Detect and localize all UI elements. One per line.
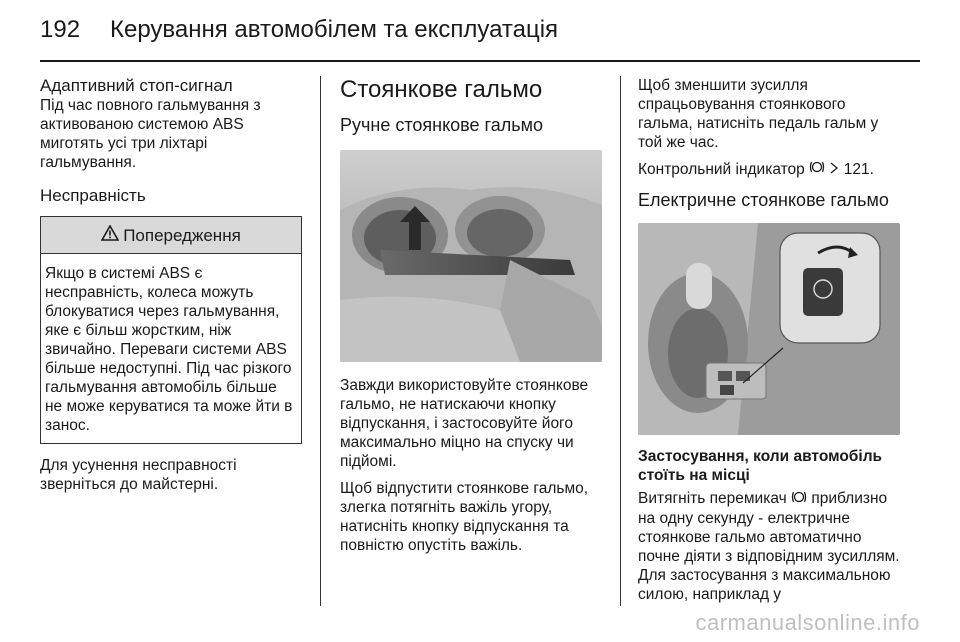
manual-parking-brake-release-text: Щоб відпустити стоянкове гальмо, злегка потягніть важіль угору, натисніть кнопку відпускання та повністю опустіть важіль. xyxy=(340,480,589,554)
column-divider-2 xyxy=(620,76,621,606)
indicator-page-ref: 121. xyxy=(843,161,874,178)
indicator-prefix: Контрольний індикатор xyxy=(638,161,805,178)
malfunction-service-text: Для усунення несправності зверніться до майстерні. xyxy=(40,457,237,493)
indicator-line xyxy=(638,160,900,179)
reference-arrow-icon xyxy=(829,160,839,179)
adaptive-brake-light-heading: Адаптивний стоп-сигнал xyxy=(40,76,233,95)
warning-triangle-icon xyxy=(101,225,119,245)
page-number: 192 xyxy=(40,16,81,43)
malfunction-heading: Несправність xyxy=(40,186,146,205)
column-divider-1 xyxy=(320,76,321,606)
parking-brake-switch-icon xyxy=(791,490,807,509)
column-1 xyxy=(40,76,302,502)
applying-stationary-text xyxy=(638,489,900,603)
column-2 xyxy=(340,76,602,563)
warning-text: Якщо в системі ABS є несправність, колеса можуть блокуватися через гальмування, яке є більш жорстким, ніж звичайно. Переваги системи ABS більше недоступні. Під час різкого гальмування автомобіль більше не може керуватися та може йти в занос. xyxy=(45,265,293,434)
applying-text-b: приблизно на одну секунду - електричне стоянкове гальмо автоматично почне діяти з відповідним зусиллям. Для застосування з максимальною силою, наприклад у xyxy=(638,490,900,603)
page-title: Керування автомобілем та експлуатація xyxy=(110,16,559,43)
column-3 xyxy=(638,76,900,612)
applying-stationary-heading: Застосування, коли автомобіль стоїть на місці xyxy=(638,448,883,485)
manual-parking-brake-heading: Ручне стоянкове гальмо xyxy=(340,115,543,135)
electric-parking-brake-heading: Електричне стоянкове гальмо xyxy=(638,190,889,211)
warning-header xyxy=(41,217,301,254)
electric-parking-brake-image xyxy=(638,223,900,435)
manual-parking-brake-use-text: Завжди використовуйте стоянкове гальмо, не натискаючи кнопку відпускання, і застосовуйте його максимально міцно на спуску чи підйомі. xyxy=(340,377,589,470)
page-header xyxy=(40,16,920,62)
applying-text-a: Витягніть перемикач xyxy=(638,490,787,508)
parking-brake-indicator-icon xyxy=(809,160,825,179)
warning-title: Попередження xyxy=(123,225,241,245)
parking-brake-heading: Стоянкове гальмо xyxy=(340,76,543,103)
adaptive-brake-light-text: Під час повного гальмування з активованою системою ABS миготять усі три ліхтарі гальмування. xyxy=(40,97,261,171)
manual-parking-brake-image xyxy=(340,150,602,362)
watermark: carmanualsonline.info xyxy=(695,610,920,635)
warning-box xyxy=(40,216,302,444)
reduce-effort-text: Щоб зменшити зусилля спрацьовування стоянкового гальма, натисніть педаль гальм у той же час. xyxy=(638,77,879,151)
